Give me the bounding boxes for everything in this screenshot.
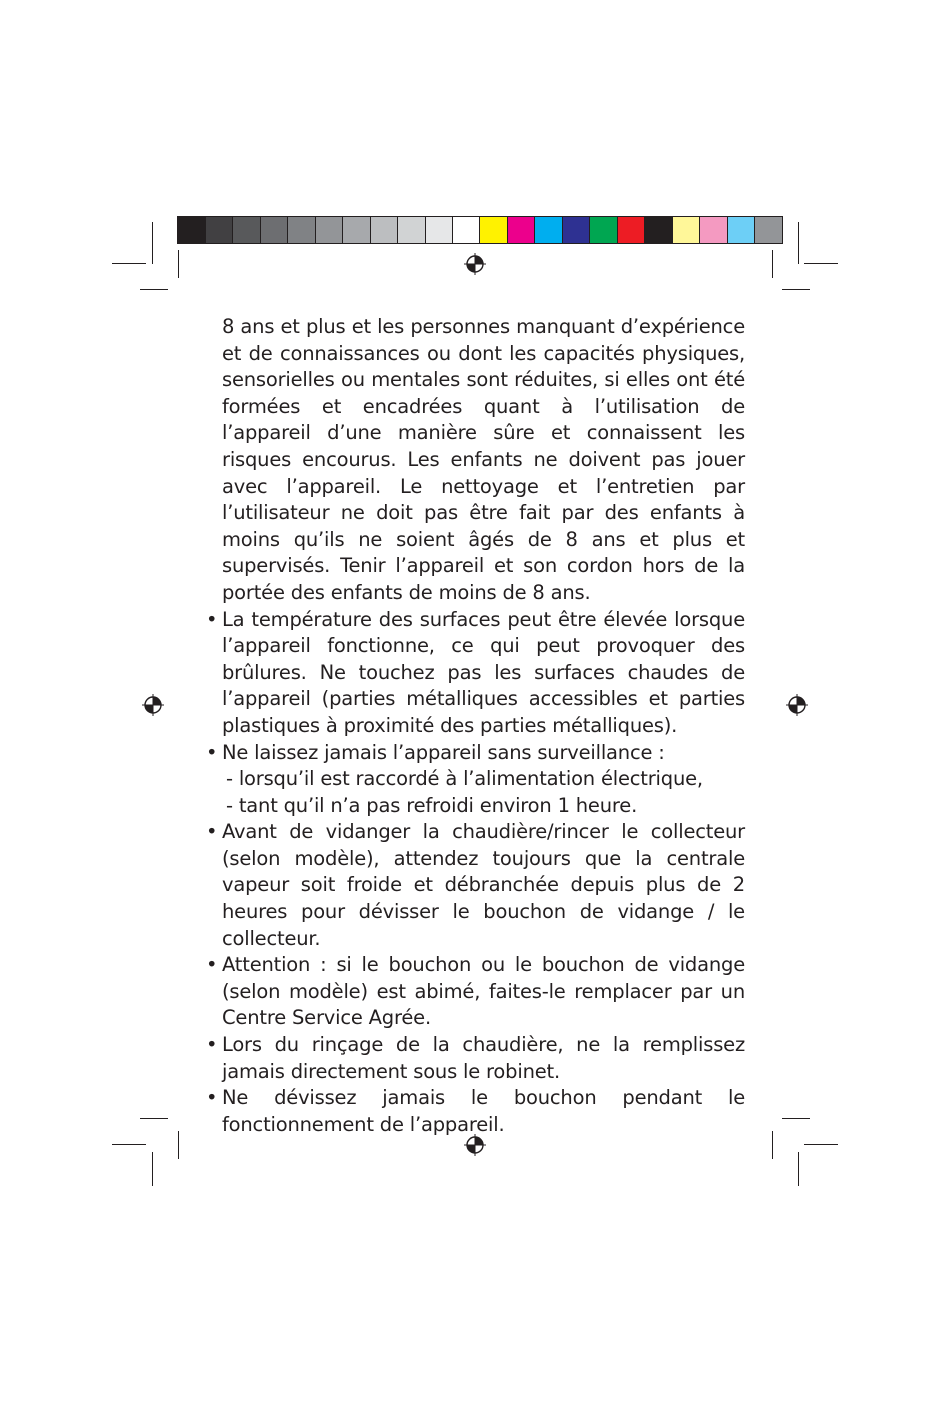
bullet-icon: • (206, 607, 218, 631)
crop-mark (178, 1131, 179, 1159)
registration-mark-icon (786, 694, 808, 716)
crop-mark (772, 1131, 773, 1159)
list-item-text: Attention : si le bouchon ou le bouchon de vidange (selon modèle) est abimé, faites-le remplacer par un Centre Service Agrée. (222, 953, 745, 1030)
colour-swatch (370, 216, 399, 244)
bullet-icon: • (206, 953, 218, 977)
colour-swatch (287, 216, 316, 244)
crop-mark (782, 1118, 810, 1119)
colour-swatch (727, 216, 756, 244)
crop-mark (798, 222, 799, 264)
colour-swatch (397, 216, 426, 244)
crop-mark (804, 263, 838, 264)
list-item (206, 740, 745, 767)
crop-mark (798, 1152, 799, 1186)
crop-mark (152, 222, 153, 264)
colour-swatch (177, 216, 206, 244)
colour-swatch (342, 216, 371, 244)
sub-list-item: - tant qu’il n’a pas refroidi environ 1 heure. (226, 793, 638, 817)
crop-mark (772, 250, 773, 278)
colour-swatch (617, 216, 646, 244)
colour-swatch (699, 216, 728, 244)
colour-swatch (452, 216, 481, 244)
colour-swatch (644, 216, 673, 244)
colour-swatch (232, 216, 261, 244)
crop-mark (804, 1144, 838, 1145)
list-item-text: Avant de vidanger la chaudière/rincer le collecteur (selon modèle), attendez toujours que la centrale vapeur soit froide et débranchée depuis plus de 2 heures pour dévisser le bouchon de vidange / le collecteur. (222, 820, 745, 950)
colour-swatch (589, 216, 618, 244)
safety-instructions (206, 314, 745, 1138)
process-colour-bar (479, 216, 782, 244)
colour-swatch (562, 216, 591, 244)
crop-mark (140, 1118, 168, 1119)
bullet-icon: • (206, 1033, 218, 1057)
crop-mark (782, 289, 810, 290)
colour-swatch (260, 216, 289, 244)
bullet-icon: • (206, 1086, 218, 1110)
list-item-text: Ne laissez jamais l’appareil sans surveillance : (222, 740, 665, 764)
list-item (206, 952, 745, 1032)
intro-paragraph: 8 ans et plus et les personnes manquant d’expérience et de connaissances ou dont les capacités physiques, sensorielles ou mentales sont réduites, si elles ont été formées et encadrées quant à l’utilisation de l’appareil d’une manière sûre et connaissent les risques encourus. Les enfants ne doivent pas jouer avec l’appareil. Le nettoyage et l’entretien par l’utilisateur ne doit pas être fait par des enfants à moins qu’ils ne soient âgés de 8 ans et plus et supervisés. Tenir l’appareil et son cordon hors de la portée des enfants de moins de 8 ans. (222, 315, 745, 604)
colour-swatch (672, 216, 701, 244)
list-item (206, 607, 745, 740)
registration-mark-icon (464, 253, 486, 275)
registration-mark-icon (142, 694, 164, 716)
crop-mark (152, 1152, 153, 1186)
colour-swatch (425, 216, 454, 244)
colour-swatch (754, 216, 783, 244)
list-item (206, 1032, 745, 1085)
list-item-text: La température des surfaces peut être élevée lorsque l’appareil fonctionne, ce qui peut provoquer des brûlures. Ne touchez pas les surfaces chaudes de l’appareil (parties métalliques accessibles et parties plastiques à proximité des parties métalliques). (222, 607, 745, 737)
colour-swatch (315, 216, 344, 244)
crop-mark (140, 289, 168, 290)
list-item (206, 1085, 745, 1138)
colour-swatch (534, 216, 563, 244)
list-item-text: Lors du rinçage de la chaudière, ne la remplissez jamais directement sous le robinet. (222, 1033, 745, 1083)
crop-mark (112, 263, 146, 264)
colour-swatch (507, 216, 536, 244)
crop-mark (112, 1144, 146, 1145)
bullet-icon: • (206, 820, 218, 844)
grayscale-colour-bar (177, 216, 480, 244)
colour-swatch (205, 216, 234, 244)
bullet-icon: • (206, 740, 218, 764)
list-item-text: Ne dévissez jamais le bouchon pendant le fonctionnement de l’appareil. (222, 1086, 745, 1136)
list-item (206, 819, 745, 952)
colour-swatch (479, 216, 508, 244)
sub-list-item: - lorsqu’il est raccordé à l’alimentation électrique, (226, 767, 703, 791)
crop-mark (178, 250, 179, 278)
